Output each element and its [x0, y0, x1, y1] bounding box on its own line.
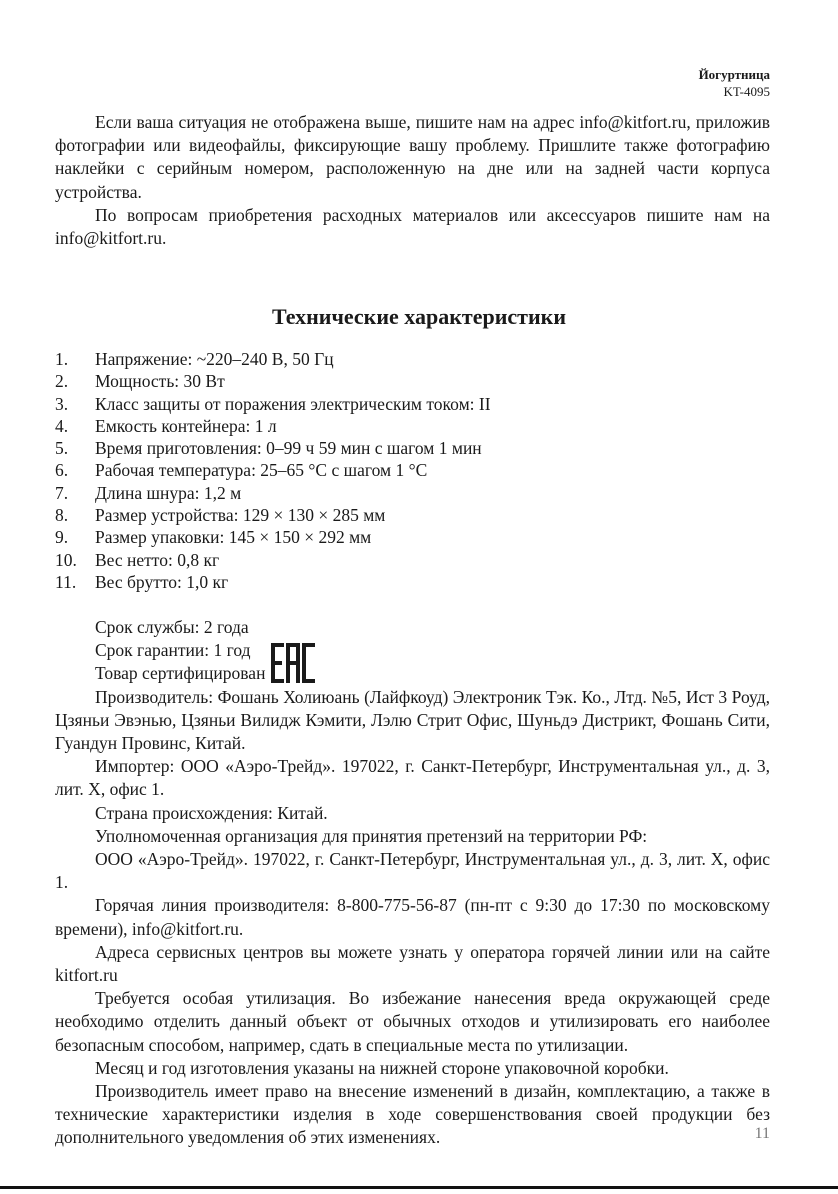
intro-section [55, 111, 770, 250]
service-life: Срок службы: 2 года [95, 617, 249, 637]
changes-disclaimer: Производитель имеет право на внесение изменений в дизайн, комплектацию, а также в технические характеристики изделия в ходе совершенствования своей продукции без дополнительного уведомления об этих изменениях. [55, 1081, 770, 1148]
list-item [55, 459, 491, 481]
item-number: 11. [55, 571, 77, 592]
item-text: Емкость контейнера: 1 л [95, 415, 277, 436]
item-number: 2. [55, 371, 69, 392]
intro-paragraph: Если ваша ситуация не отображена выше, пишите нам на адрес info@kitfort.ru, приложив фотографии или видеофайлы, фиксирующие вашу проблему. Пришлите также фотографию наклейки с серийным номером, расположенную на дне или на задней части корпуса устройства. [55, 112, 770, 202]
item-text: Длина шнура: 1,2 м [95, 482, 242, 503]
bottom-rule [0, 1186, 838, 1189]
hotline-info: Горячая линия производителя: 8-800-775-56-87 (пн-пт с 9:30 до 17:30 по московскому времени), info@kitfort.ru. [55, 895, 770, 939]
manufacture-date-info: Месяц и год изготовления указаны на нижней стороне упаковочной коробки. [95, 1057, 669, 1078]
item-text: Рабочая температура: 25–65 °С с шагом 1 °С [95, 460, 428, 481]
list-item [55, 415, 491, 437]
eac-logo-icon [271, 643, 315, 683]
item-number: 1. [55, 349, 69, 369]
item-number: 5. [55, 438, 69, 459]
item-number: 10. [55, 549, 77, 570]
item-text: Время приготовления: 0–99 ч 59 мин с шагом 1 мин [95, 438, 482, 459]
item-text: Вес нетто: 0,8 кг [95, 549, 220, 570]
disposal-info: Требуется особая утилизация. Во избежание нанесения вреда окружающей среде необходимо отделить данный объект от обычных отходов и утилизировать его наиболее безопасным способом, например, сдать в специальные места по утилизации. [55, 988, 770, 1055]
certified-text: Товар сертифицирован [95, 663, 266, 684]
certification-line [55, 662, 770, 685]
list-item [55, 504, 491, 526]
intro-paragraph: По вопросам приобретения расходных материалов или аксессуаров пишите нам на info@kitfort.ru. [55, 204, 770, 249]
product-name: Йогуртница [698, 67, 770, 82]
item-text: Напряжение: ~220–240 В, 50 Гц [95, 349, 334, 369]
legal-section [55, 616, 770, 1150]
item-number: 7. [55, 482, 69, 503]
item-text: Класс защиты от поражения электрическим током: II [95, 393, 491, 414]
list-item [55, 571, 491, 593]
item-number: 4. [55, 415, 69, 436]
page-header [699, 66, 770, 100]
page-number: 11 [754, 1125, 770, 1142]
claims-org-title: Уполномоченная организация для принятия претензий на территории РФ: [95, 825, 648, 846]
item-number: 8. [55, 505, 69, 526]
item-text: Размер упаковки: 145 × 150 × 292 мм [95, 527, 372, 548]
item-text: Вес брутто: 1,0 кг [95, 571, 229, 592]
warranty: Срок гарантии: 1 год [95, 640, 251, 661]
origin-country: Страна происхождения: Китай. [95, 802, 328, 823]
item-number: 9. [55, 527, 69, 548]
item-text: Мощность: 30 Вт [95, 371, 225, 392]
item-number: 3. [55, 393, 69, 414]
importer-info: Импортер: ООО «Аэро-Трейд». 197022, г. Санкт-Петербург, Инструментальная ул., д. 3, лит. Х, офис 1. [55, 756, 770, 800]
item-text: Размер устройства: 129 × 130 × 285 мм [95, 505, 386, 526]
list-item [55, 549, 491, 571]
specs-list [55, 348, 491, 593]
service-centers-info: Адреса сервисных центров вы можете узнать у оператора горячей линии или на сайте kitfort.ru [55, 941, 770, 986]
list-item [55, 348, 491, 370]
list-item [55, 437, 491, 459]
item-number: 6. [55, 460, 69, 481]
list-item [55, 526, 491, 548]
model-number: KT-4095 [723, 84, 770, 99]
claims-org-address: ООО «Аэро-Трейд». 197022, г. Санкт-Петербург, Инструментальная ул., д. 3, лит. Х, офис 1. [55, 849, 770, 893]
specs-title: Технические характеристики [271, 304, 567, 329]
manufacturer-info: Производитель: Фошань Холиюань (Лайфкоуд) Электроник Тэк. Ко., Лтд. №5, Ист 3 Роуд, Цзяньи Эвэнью, Цзяньи Вилидж Кэмити, Лэлю Стрит Офис, Шуньдэ Дистрикт, Фошань Сити, Гуандун Провинс, Китай. [55, 686, 770, 754]
list-item [55, 482, 491, 504]
list-item [55, 370, 491, 392]
list-item [55, 393, 491, 415]
